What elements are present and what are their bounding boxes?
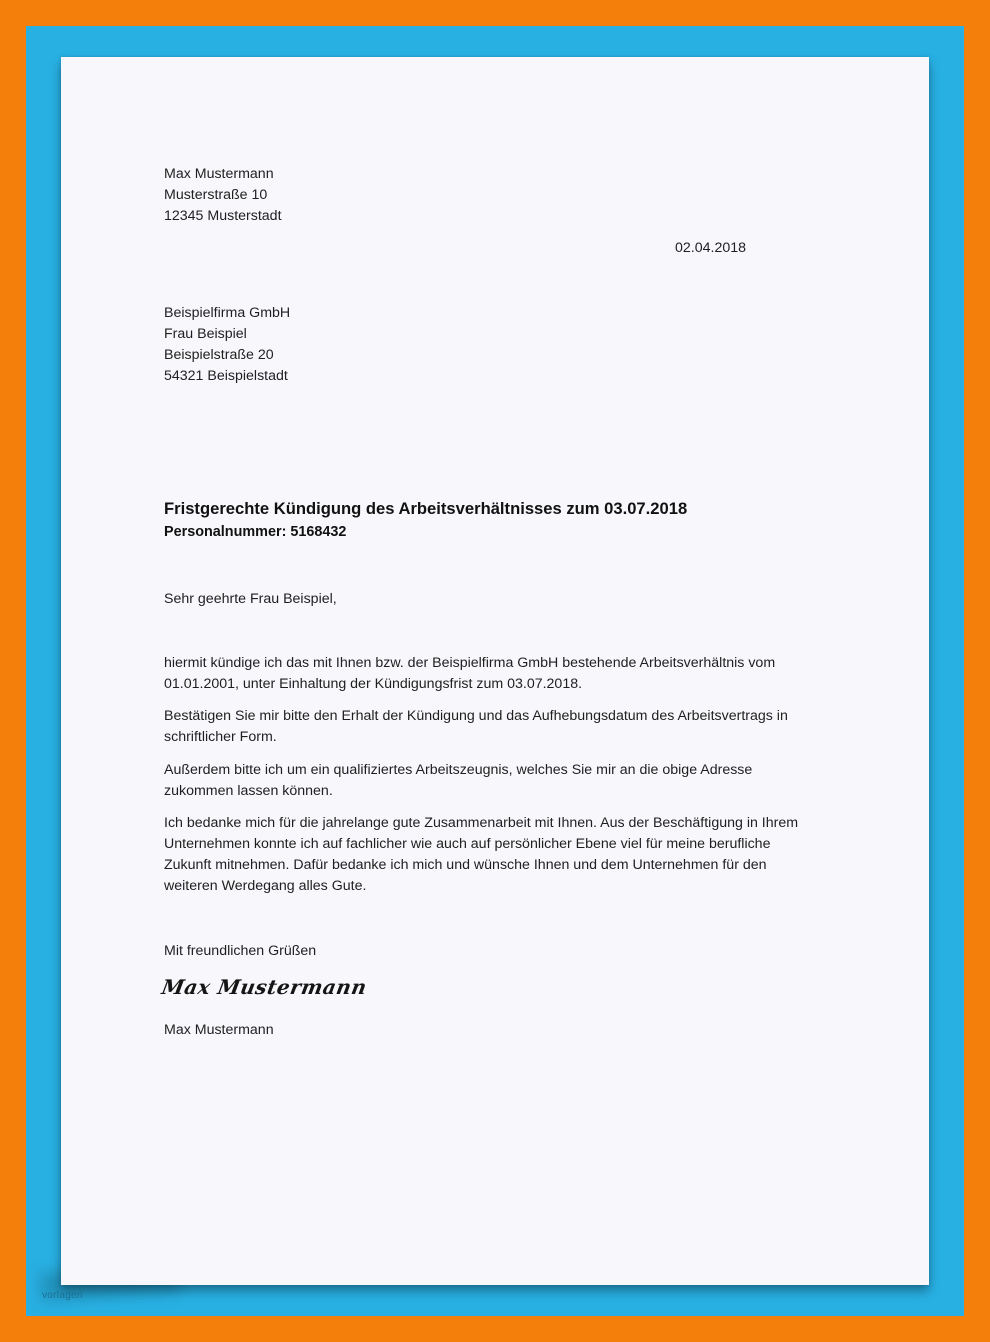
sender-city: 12345 Musterstadt xyxy=(164,208,282,224)
body-line: hiermit kündige ich das mit Ihnen bzw. der Beispielfirma GmbH bestehende Arbeitsverhältnis vom xyxy=(164,655,776,671)
body-line: 01.01.2001, unter Einhaltung der Kündigungsfrist zum 03.07.2018. xyxy=(164,676,583,692)
body-line: weiteren Werdegang alles Gute. xyxy=(164,878,367,894)
watermark-text: vorlagen xyxy=(42,1290,83,1301)
salutation: Sehr geehrte Frau Beispiel, xyxy=(164,591,337,607)
body-line: zukommen lassen können. xyxy=(164,783,333,799)
recipient-street: Beispielstraße 20 xyxy=(164,347,274,363)
body-paragraph-4 xyxy=(164,813,834,897)
recipient-city: 54321 Beispielstadt xyxy=(164,368,288,384)
signer-name: Max Mustermann xyxy=(164,1022,274,1038)
sender-name: Max Mustermann xyxy=(164,166,274,182)
handwritten-signature: Max Mustermann xyxy=(159,975,369,999)
recipient-contact: Frau Beispiel xyxy=(164,326,247,342)
body-paragraph-2 xyxy=(164,706,834,748)
recipient-company: Beispielfirma GmbH xyxy=(164,305,291,321)
sender-street: Musterstraße 10 xyxy=(164,187,268,203)
letter-subject: Fristgerechte Kündigung des Arbeitsverhältnisses zum 03.07.2018 xyxy=(164,499,688,518)
body-line: Außerdem bitte ich um ein qualifiziertes Arbeitszeugnis, welches Sie mir an die obige Adresse xyxy=(164,762,753,778)
body-line: Unternehmen konnte ich auf fachlicher wie auch auf persönlicher Ebene viel für meine berufliche xyxy=(164,836,771,852)
body-line: Ich bedanke mich für die jahrelange gute Zusammenarbeit mit Ihnen. Aus der Beschäftigung in Ihrem xyxy=(164,815,799,831)
body-line: Zukunft mitnehmen. Dafür bedanke ich mich und wünsche Ihnen und dem Unternehmen für den xyxy=(164,857,767,873)
closing-phrase: Mit freundlichen Grüßen xyxy=(164,943,317,959)
body-line: Bestätigen Sie mir bitte den Erhalt der Kündigung und das Aufhebungsdatum des Arbeitsvertrags in xyxy=(164,708,788,724)
body-paragraph-1 xyxy=(164,653,834,695)
letter-date: 02.04.2018 xyxy=(675,240,747,256)
personnel-number: Personalnummer: 5168432 xyxy=(164,524,347,540)
body-paragraph-3 xyxy=(164,760,834,802)
body-line: schriftlicher Form. xyxy=(164,729,277,745)
